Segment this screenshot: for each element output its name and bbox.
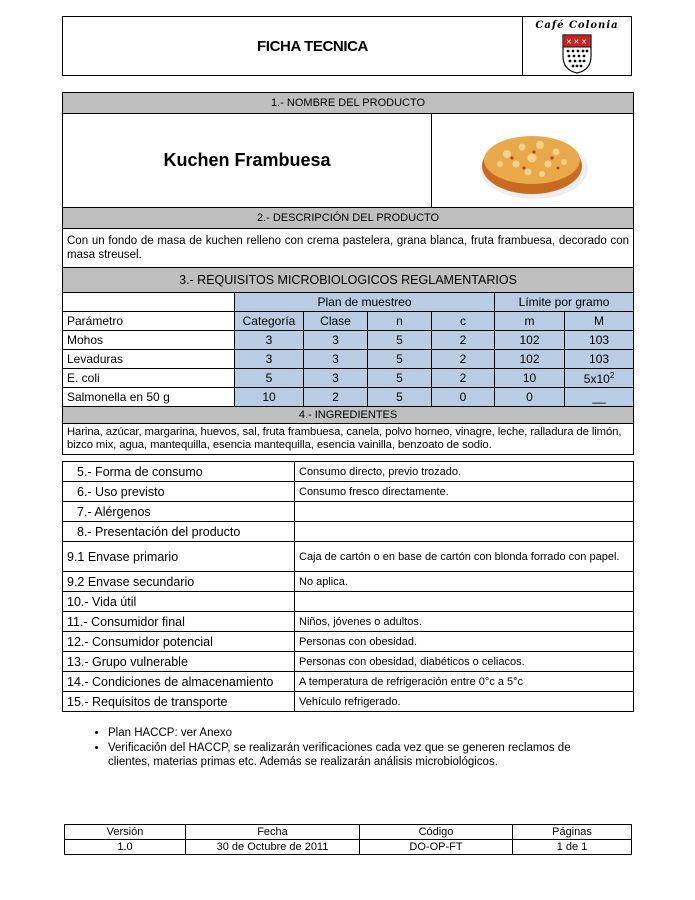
micro-cell: 2 [304,388,368,407]
detail-value: Vehículo refrigerado. [295,692,634,712]
svg-text:✕: ✕ [581,38,587,46]
micro-col-header: c [432,312,495,331]
micro-cell: 3 [235,331,304,350]
detail-row [63,482,634,502]
product-spec-table [62,92,634,455]
micro-cell: E. coli [63,369,235,388]
micro-row-levaduras [63,350,634,369]
micro-row-ecoli [63,369,634,388]
micro-cell: 5 [235,369,304,388]
detail-row [63,652,634,672]
micro-cell: 103 [565,350,634,369]
detail-label: 7.- Alérgenos [63,502,295,522]
section-micro-header: 3.- REQUISITOS MICROBIOLOGICOS REGLAMENTARIOS [63,268,634,293]
micro-cell: Salmonella en 50 g [63,388,235,407]
detail-row [63,522,634,542]
micro-corner-cell [63,293,235,312]
micro-cell: 5 [368,388,432,407]
detail-value: Personas con obesidad. [295,632,634,652]
footer-date: 30 de Octubre de 2011 [186,840,360,855]
micro-cell [565,369,634,388]
footer-header: Fecha [186,825,360,840]
footer-header: Código [360,825,513,840]
micro-cell: 0 [432,388,495,407]
detail-label: 13.- Grupo vulnerable [63,652,295,672]
detail-value [295,502,634,522]
micro-col-header: m [495,312,565,331]
detail-value: Caja de cartón o en base de cartón con blonda forrado con papel. [295,542,634,572]
micro-col-header: M [565,312,634,331]
micro-cell: 3 [304,331,368,350]
footer-code: DO-OP-FT [360,840,513,855]
micro-cell: 102 [495,331,565,350]
micro-col-header: Categoría [235,312,304,331]
section-product-name-header: 1.- NOMBRE DEL PRODUCTO [63,93,634,114]
note-item: • Plan HACCP: ver Anexo [108,726,610,740]
kuchen-image-icon [472,114,594,204]
micro-cell: __ [565,388,634,407]
micro-cell: 3 [304,369,368,388]
micro-cell: 3 [235,350,304,369]
footer-header: Páginas [513,825,632,840]
micro-col-header: Parámetro [63,312,235,331]
detail-label: 15.- Requisitos de transporte [63,692,295,712]
detail-value: Consumo fresco directamente. [295,482,634,502]
micro-cell: 10 [235,388,304,407]
header-table [62,16,632,76]
footer-table [64,824,632,855]
details-table [62,461,634,712]
detail-label: 12.- Consumidor potencial [63,632,295,652]
micro-cell: 5 [368,350,432,369]
brand-logo [523,17,632,76]
notes-list [90,726,610,770]
micro-cell: 102 [495,350,565,369]
detail-value [295,522,634,542]
detail-label: 6.- Uso previsto [63,482,295,502]
micro-cell: 103 [565,331,634,350]
detail-label: 14.- Condiciones de almacenamiento [63,672,295,692]
exponent: 2 [609,370,615,380]
limit-per-gram-header: Límite por gramo [495,293,634,312]
micro-value: 5x10 [583,371,610,386]
micro-cell: 10 [495,369,565,388]
micro-cell: Mohos [63,331,235,350]
section-description-header: 2.- DESCRIPCIÓN DEL PRODUCTO [63,208,634,229]
detail-row [63,542,634,572]
product-name: Kuchen Frambuesa [63,114,432,208]
product-description: Con un fondo de masa de kuchen relleno con crema pastelera, grana blanca, fruta frambuesa, decorado con masa streusel. [63,229,634,268]
detail-row [63,502,634,522]
detail-label: 5.- Forma de consumo [63,462,295,482]
detail-label: 9.1 Envase primario [63,542,295,572]
micro-cell: 3 [304,350,368,369]
micro-row-salmonella [63,388,634,407]
micro-cell: 2 [432,350,495,369]
note-item: • Verificación del HACCP, se realizarán verificaciones cada vez que se generen reclamos de clientes, materias primas etc. Además se realizarán análisis microbiológicos. [108,741,610,769]
product-image [432,114,634,208]
footer-header: Versión [65,825,186,840]
detail-row [63,612,634,632]
coat-of-arms-icon [562,34,592,74]
detail-row [63,632,634,652]
footer-pages: 1 de 1 [513,840,632,855]
detail-value: A temperatura de refrigeración entre 0°c a 5°c [295,672,634,692]
micro-col-header: n [368,312,432,331]
micro-cell: 0 [495,388,565,407]
micro-row-mohos [63,331,634,350]
ingredients-text: Harina, azúcar, margarina, huevos, sal, fruta frambuesa, canela, polvo horneo, vinagre, leche, ralladura de limón, bizco mix, agua, mantequilla, esencia mantequilla, esencia vainilla, benzoato de sodio. [63,424,634,455]
detail-label: 11.- Consumidor final [63,612,295,632]
detail-row [63,572,634,592]
micro-cell: 2 [432,369,495,388]
micro-cell: Levaduras [63,350,235,369]
micro-cell: 5 [368,331,432,350]
detail-row [63,462,634,482]
detail-label: 8.- Presentación del producto [63,522,295,542]
micro-col-header: Clase [304,312,368,331]
detail-value: Niños, jóvenes o adultos. [295,612,634,632]
document-title: FICHA TECNICA [63,17,523,76]
detail-value [295,592,634,612]
detail-value: No aplica. [295,572,634,592]
detail-value: Consumo directo, previo trozado. [295,462,634,482]
footer-version: 1.0 [65,840,186,855]
detail-label: 9.2 Envase secundario [63,572,295,592]
section-ingredients-header: 4.- INGREDIENTES [63,407,634,424]
detail-row [63,692,634,712]
detail-label: 10.- Vida útil [63,592,295,612]
micro-cell: 2 [432,331,495,350]
detail-value: Personas con obesidad, diabéticos o celiacos. [295,652,634,672]
svg-text:✕: ✕ [573,38,580,46]
svg-text:✕: ✕ [566,38,572,46]
sampling-plan-header: Plan de muestreo [235,293,495,312]
brand-name: Café Colonia [535,20,619,31]
detail-row [63,672,634,692]
micro-cell: 5 [368,369,432,388]
detail-row [63,592,634,612]
